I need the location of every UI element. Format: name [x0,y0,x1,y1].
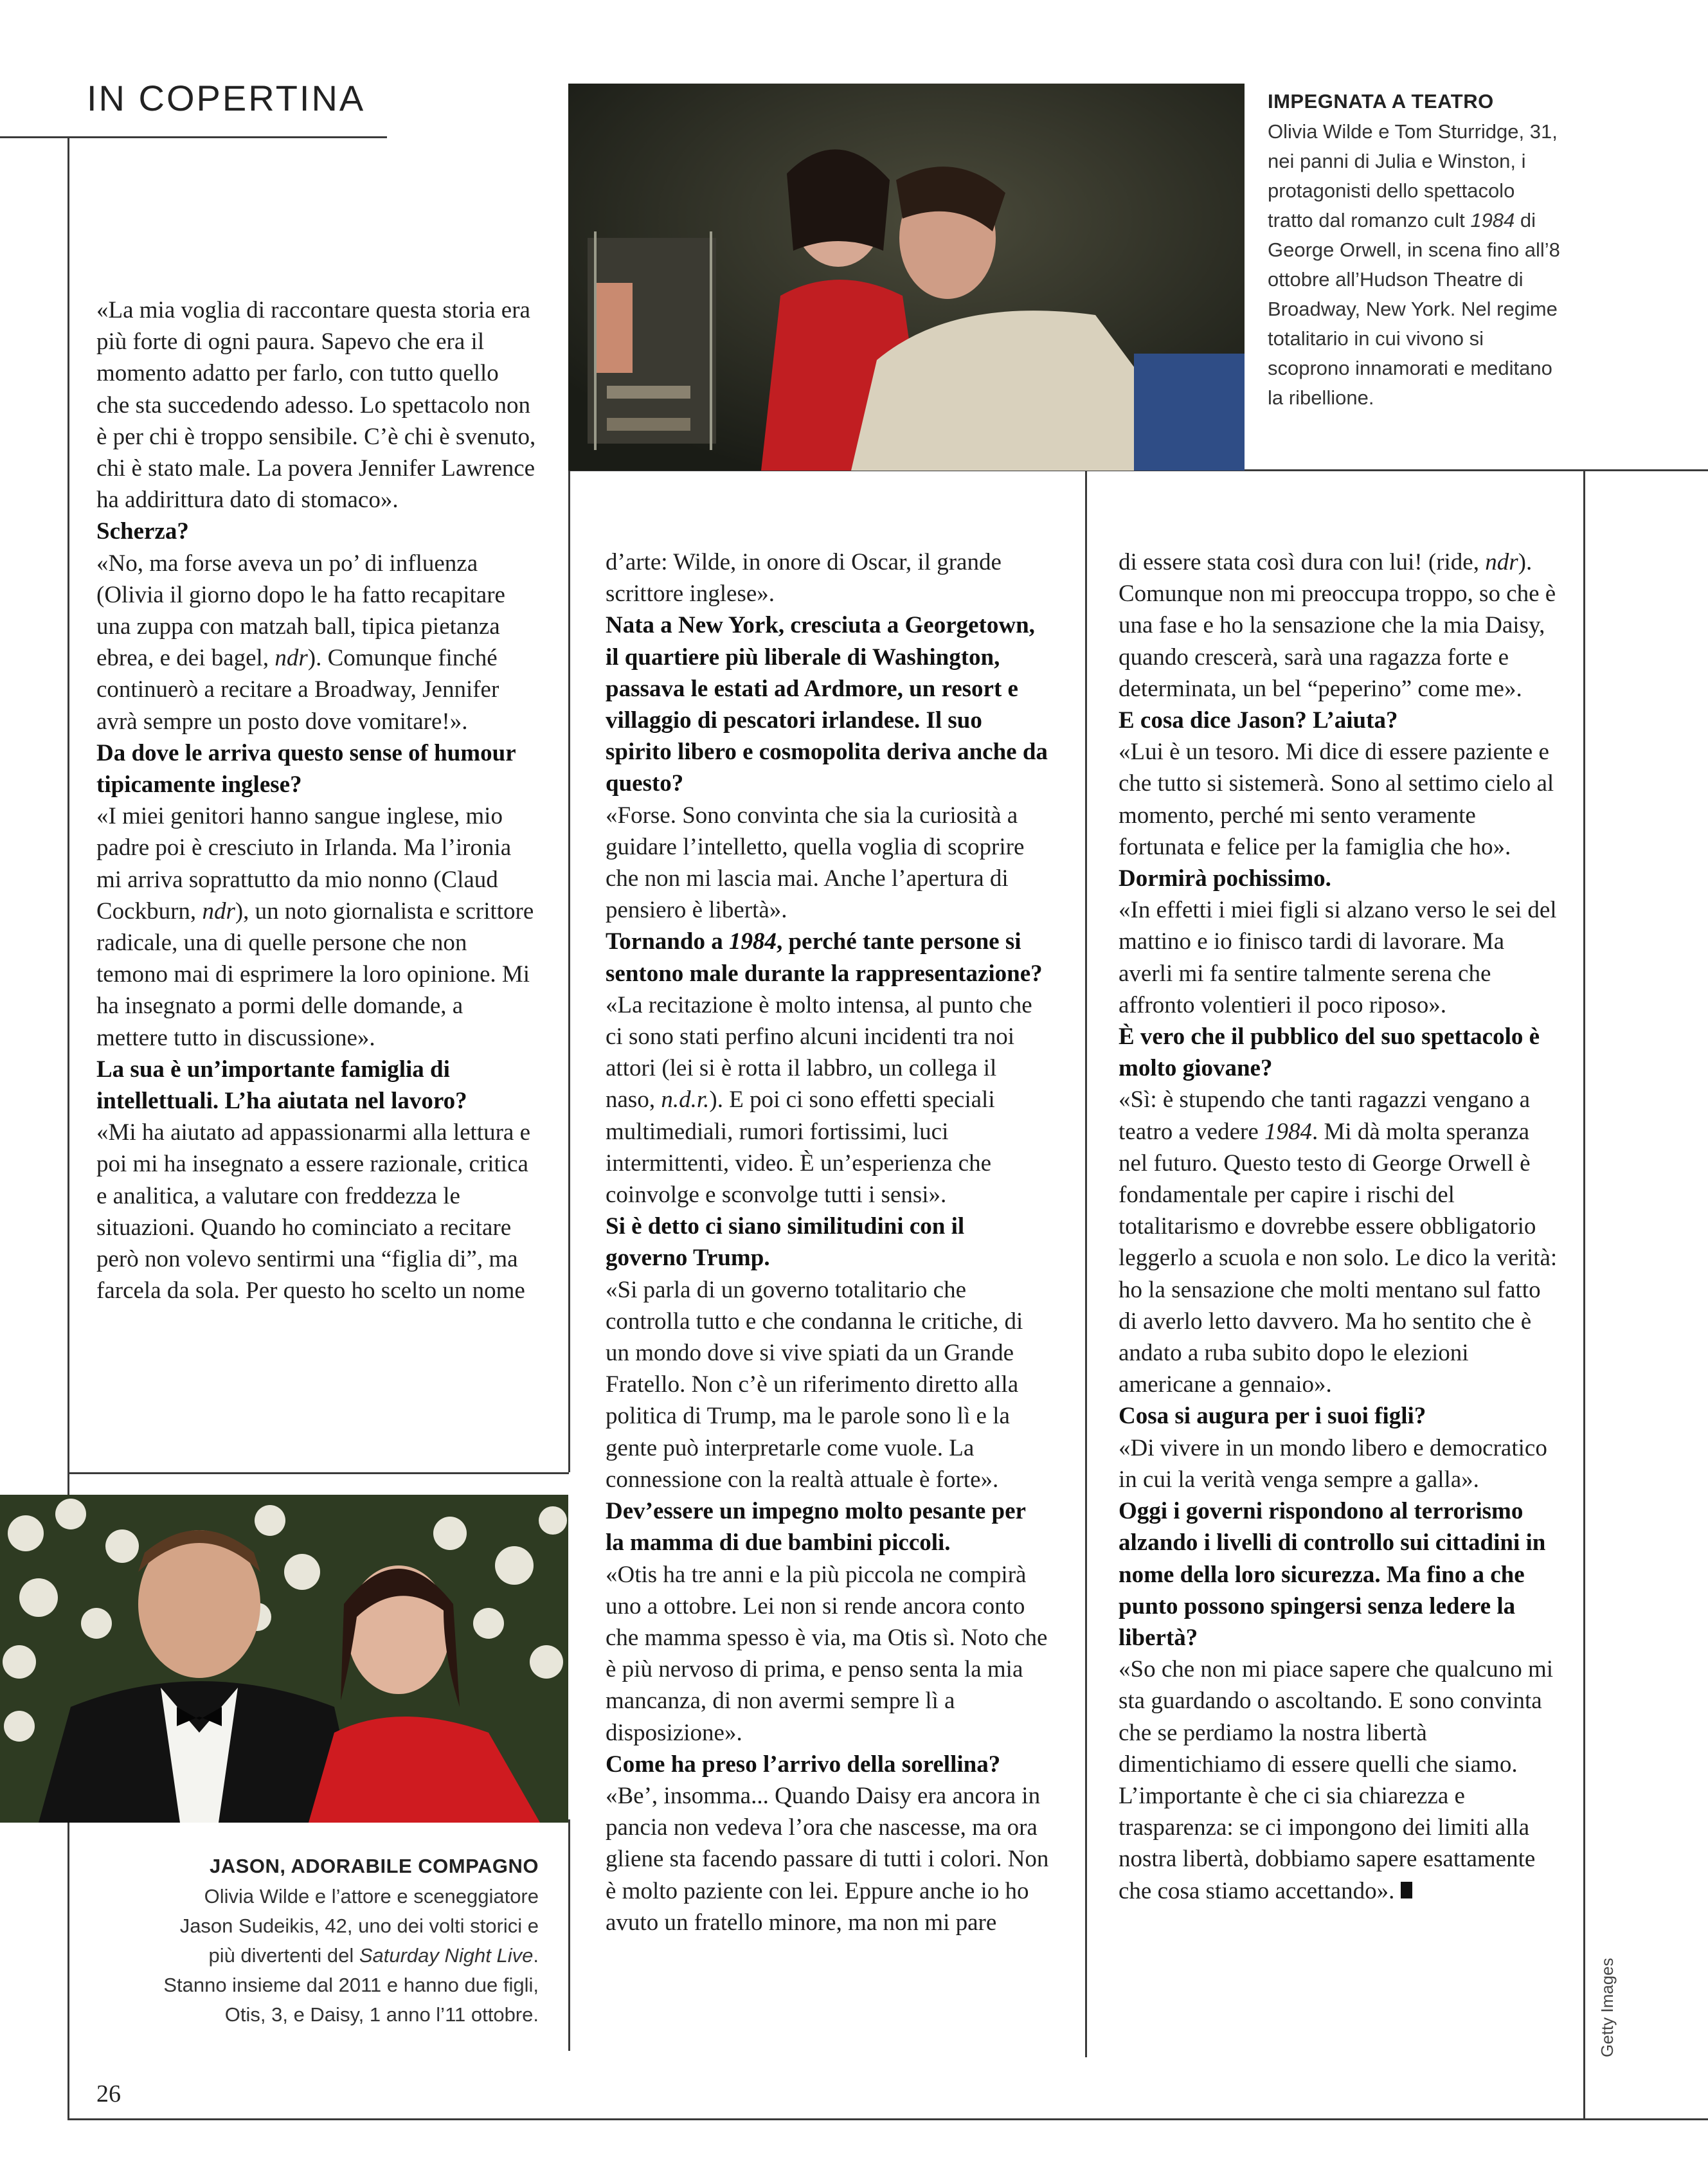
col3-paragraph: «Lui è un tesoro. Mi dice di essere paziente e che tutto si sistemerà. Sono al settimo cielo al momento, perché mi sento veramente fortunata e felice per la famiglia che ho». [1119,739,1554,860]
col1-bottom-rule [67,1472,569,1474]
col3-paragraph: di essere stata così dura con lui! (ride, ndr). Comunque non mi preoccupa troppo, so che è una fase e ho la sensazione che la mia Daisy, quando crescerà, sarà una ragazza forte e determinata, un bel “peperino” come me». [1119,549,1556,702]
col3-question: Dormirà pochissimo. [1119,865,1331,892]
article-column-3 [1119,546,1562,1907]
col2-question: Dev’essere un impegno molto pesante per la mamma di due bambini piccoli. [606,1498,1026,1556]
photo-couple [0,1495,568,1823]
col2-paragraph: d’arte: Wilde, in onore di Oscar, il grande scrittore inglese». [606,549,1002,608]
col3-paragraph: «So che non mi piace sapere che qualcuno mi sta guardando o ascoltando. E sono convinta che se perdiamo la nostra libertà dimentichiamo di essere quelli che siamo. L’importante è che ci sia chiarezza e trasparenza: se ci impongono dei limiti alla nostra libertà, dobbiamo sapere esattamente che cosa stiamo accettando». [1119,1656,1554,1904]
caption-top-text: Olivia Wilde e Tom Sturridge, 31, nei panni di Julia e Winston, i protagonisti dello spettacolo tratto dal romanzo cult 1984 di George Orwell, in scena fino all’8 ottobre all’Hudson Theatre di Broadway, New York. Nel regime totalitario in cui vivono si scoprono innamorati e meditano la ribellione. [1268,120,1560,409]
col2-paragraph: «La recitazione è molto intensa, al punto che ci sono stati perfino alcuni incidenti tra noi attori (lei si è rotta il labbro, un collega il naso, n.d.r.). E poi ci sono effetti speciali multimediali, rumori fortissimi, luci intermittenti, video. È un’esperienza che coinvolge e sconvolge tutti i sensi». [606,991,1032,1209]
col2-question: Tornando a 1984, perché tante persone si sentono male durante la rappresentazione? [606,928,1043,987]
couple-photo-illustration [0,1495,568,1823]
article-column-2 [606,546,1049,1938]
col1-question: Da dove le arriva questo sense of humour tipicamente inglese? [96,739,516,798]
col1-paragraph: «I miei genitori hanno sangue inglese, mio padre poi è cresciuto in Irlanda. Ma l’ironia mi arriva soprattutto da mio nonno (Claud Cockburn, ndr), un noto giornalista e scrittore radicale, una di quelle persone che non temono mai di esprimere la loro opinione. Mi ha insegnato a pormi delle domande, a mettere tutto in discussione». [96,803,534,1051]
col1-paragraph: «Mi ha aiutato ad appassionarmi alla lettura e poi mi ha insegnato a essere razionale, critica e analitica, a valutare con freddezza le situazioni. Quando ho cominciato a recitare però non volevo sentirmi una “figlia di”, ma farcela da sola. Per questo ho scelto un nome [96,1119,531,1304]
col3-paragraph: «In effetti i miei figli si alzano verso le sei del mattino e io finisco tardi di lavorare. Ma averli mi fa sentire talmente serena che affronto volentieri il poco riposo». [1119,897,1557,1018]
header-rule [0,136,387,138]
col2-question: Come ha preso l’arrivo della sorellina? [606,1751,1001,1778]
col2-col3-divider [1085,469,1087,2057]
col3-question: È vero che il pubblico del suo spettacolo è molto giovane? [1119,1023,1540,1082]
col2-question: Nata a New York, cresciuta a Georgetown, il quartiere più liberale di Washington, passava le estati ad Ardmore, un resort e villaggio di pescatori irlandese. Il suo spirito libero e cosmopolita deriva anche da questo? [606,612,1048,797]
col3-question: E cosa dice Jason? L’aiuta? [1119,707,1398,734]
caption-top [1268,90,1563,413]
caption-top-title: IMPEGNATA A TEATRO [1268,90,1494,113]
col1-col2-divider [568,469,570,1472]
theatre-scene-illustration [568,84,1245,471]
col3-paragraph: «Di vivere in un mondo libero e democratico in cui la verità venga sempre a galla». [1119,1434,1547,1493]
col1-col2-divider-lower [568,1819,570,2051]
photo-credit: Getty Images [1597,1958,1617,2057]
section-title: IN COPERTINA [87,78,366,118]
col1-paragraph: «La mia voglia di raccontare questa storia era più forte di ogni paura. Sapevo che era il momento adatto per farlo, con tutto quello che sta succedendo adesso. Lo spettacolo non è per chi è troppo sensibile. C’è chi è svenuto, chi è stato male. La povera Jennifer Lawrence ha addirittura dato di stomaco». [96,297,536,514]
end-of-article-icon [1401,1882,1412,1898]
col2-question: Si è detto ci siano similitudini con il governo Trump. [606,1213,965,1272]
caption-bottom-text: Olivia Wilde e l’attore e sceneggiatore Jason Sudeikis, 42, uno dei volti storici e più divertenti del Saturday Night Live. Stanno insieme dal 2011 e hanno due figli, Otis, 3, e Daisy, 1 anno l’11 ottobre. [163,1885,539,2026]
caption-bottom-title: JASON, ADORABILE COMPAGNO [210,1855,539,1877]
col2-paragraph: «Be’, insomma... Quando Daisy era ancora in pancia non vedeva l’ora che nascesse, ma ora gliene sta facendo passare di tutti i colori. Non è molto paziente con lei. Eppure anche io ho avuto un fratello minore, ma non mi pare [606,1782,1049,1936]
col2-paragraph: «Forse. Sono convinta che sia la curiosità a guidare l’intelletto, quella voglia di scoprire che non mi lascia mai. Anche l’apertura di pensiero è libertà». [606,802,1025,924]
photo-theatre-scene [568,84,1245,471]
col1-paragraph: «No, ma forse aveva un po’ di influenza (Olivia il giorno dopo le ha fatto recapitare una zuppa con matzah ball, tipica pietanza ebrea, e dei bagel, ndr). Comunque finché continuerò a recitare a Broadway, Jennifer avrà sempre un posto dove vomitare!». [96,550,505,735]
col1-question: Scherza? [96,518,189,545]
right-margin-rule [1583,469,1585,2120]
article-column-1 [96,294,537,1307]
col3-paragraph: «Sì: è stupendo che tanti ragazzi vengano a teatro a vedere 1984. Mi dà molta speranza nel futuro. Questo testo di George Orwell è fondamentale per capire i rischi del totalitarismo e dovrebbe essere obbligatorio leggerlo a scuola e non solo. Le dico la verità: ho la sensazione che molti mentano sul fatto di averlo letto davvero. Ma ho sentito che è andato a ruba subito dopo le elezioni americane a gennaio». [1119,1087,1558,1398]
col2-paragraph: «Si parla di un governo totalitario che controlla tutto e che condanna le critiche, di un mondo dove si vive spiati da un Grande Fratello. Non c’è un riferimento diretto alla politica di Trump, ma le parole sono lì e la gente può interpretarle come vuole. La connessione con la realtà attuale è forte». [606,1276,1023,1493]
footer-rule [67,2118,1708,2120]
page-number: 26 [96,2080,121,2107]
col3-question: Cosa si augura per i suoi figli? [1119,1403,1426,1430]
col3-question: Oggi i governi rispondono al terrorismo alzando i livelli di controllo sui cittadini in nome della loro sicurezza. Ma fino a che punto possono spingersi senza ledere la libertà? [1119,1498,1546,1651]
col2-paragraph: «Otis ha tre anni e la più piccola ne compirà uno a ottobre. Lei non si rende ancora conto che mamma spesso è via, ma Otis sì. Noto che è più nervoso di prima, e penso senta la mia mancanza, di non avermi sempre lì a disposizione». [606,1561,1048,1746]
col1-question: La sua è un’importante famiglia di intellettuali. L’ha aiutata nel lavoro? [96,1056,467,1115]
caption-bottom [148,1855,539,2030]
